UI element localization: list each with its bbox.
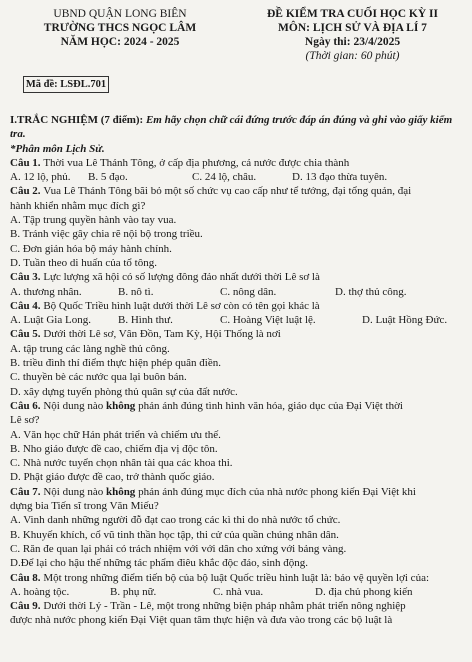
question-stem	[10, 571, 462, 585]
answer-option: D. xây dựng tuyến phòng thủ quân sự của đất nước.	[10, 385, 238, 398]
answer-option: B. Hình thư.	[118, 314, 173, 327]
answer-option: C. Nhà nước tuyển chọn nhân tài qua các khoa thi.	[10, 457, 233, 470]
answer-option: A. Tập trung quyền hành vào tay vua.	[10, 214, 177, 227]
question-text: phản ánh đúng mục đích của nhà nước phong kiến Đại Việt khi	[135, 485, 416, 498]
question-text: Lực lượng xã hội có số lượng đông đảo nhất dưới thời Lê sơ là	[43, 271, 320, 284]
answer-option: B. Nho giáo được đề cao, chiếm địa vị độc tôn.	[10, 442, 218, 455]
question-block	[10, 571, 462, 600]
exam-header	[245, 7, 460, 63]
question-block	[10, 156, 462, 185]
question-label: Câu 6.	[10, 399, 44, 412]
question-label: Câu 9.	[10, 600, 44, 613]
answer-option: B. Tránh việc gây chia rẽ nội bộ trong triều.	[10, 228, 203, 241]
answer-option: A. tập trung các làng nghề thủ công.	[10, 342, 170, 355]
question-block	[10, 299, 462, 328]
answer-option: D. Luật Hồng Đức.	[362, 314, 448, 327]
question-text: Nội dung nào	[43, 485, 106, 498]
question-stem-continued: Lê sơ?	[10, 414, 40, 427]
question-label: Câu 4.	[10, 299, 44, 312]
question-text: Thời vua Lê Thánh Tông, ở cấp địa phương, cả nước được chia thành	[43, 156, 350, 169]
answer-option: B. phụ nữ.	[110, 585, 157, 598]
question-block	[10, 184, 462, 270]
answer-row	[10, 585, 462, 599]
question-label: Câu 8.	[10, 571, 44, 584]
question-stem	[10, 156, 462, 170]
question-label: Câu 7.	[10, 485, 44, 498]
school-header	[20, 7, 220, 49]
section-title: I.TRẮC NGHIỆM (7 điểm):	[10, 114, 144, 126]
answer-option: A. Vinh danh những người đỗ đạt cao trong các kì thi do nhà nước tổ chức.	[10, 514, 341, 527]
answer-option: C. thuyền bè các nước qua lại buôn bán.	[10, 371, 187, 384]
answer-option: C. nhà vua.	[213, 585, 264, 598]
question-text: Vua Lê Thánh Tông bãi bỏ một số chức vụ cao cấp như tể tướng, đại tổng quản, đại	[43, 185, 412, 198]
question-stem	[10, 399, 462, 413]
question-label: Câu 5.	[10, 328, 44, 341]
answer-option: B. nô tì.	[118, 285, 154, 298]
answer-option: C. Đơn giản hóa bộ máy hành chính.	[10, 242, 172, 255]
question-text: Dưới thời Lý - Trần - Lê, một trong những biện pháp nhằm phát triển nông nghiệp	[43, 600, 406, 613]
answer-option: D. 13 đạo thừa tuyên.	[292, 171, 388, 184]
answer-option: D. địa chủ phong kiến	[315, 585, 413, 598]
question-stem-continued: dựng bia Tiến sĩ trong Văn Miếu?	[10, 500, 159, 513]
question-text: Bộ Quốc Triều hình luật dưới thời Lê sơ còn có tên gọi khác là	[43, 299, 320, 312]
answer-option: D. Phật giáo được đề cao, trở thành quốc giáo.	[10, 471, 215, 484]
answer-option: C. Hoàng Việt luật lệ.	[220, 314, 316, 327]
question-stem-continued: được nhà nước phong kiến Đại Việt quan tâm thực hiện và đưa vào trong các bộ luật là	[10, 614, 393, 627]
question-text: Dưới thời Lê sơ, Vân Đồn, Tam Kỳ, Hội Thống là nơi	[43, 328, 281, 341]
exam-body	[10, 113, 462, 628]
question-text: phản ánh đúng tình hình văn hóa, giáo dục của Đại Việt thời	[135, 399, 403, 412]
question-list	[10, 156, 462, 628]
answer-row	[10, 170, 462, 184]
question-block	[10, 270, 462, 299]
exam-title: ĐỀ KIỂM TRA CUỐI HỌC KỲ II	[266, 8, 439, 20]
question-block	[10, 399, 462, 485]
question-label: Câu 3.	[10, 271, 44, 284]
question-text: Một trong những điểm tiến bộ của bộ luật Quốc triều hình luật là: bảo vệ quyền lợi của:	[43, 571, 430, 584]
question-block	[10, 485, 462, 571]
answer-option: D.Để lại cho hậu thế những tác phẩm điêu khắc độc đáo, sinh động.	[10, 557, 308, 570]
answer-option: A. 12 lộ, phủ.	[10, 171, 71, 184]
answer-option: D. Tuần theo di huấn của tổ tông.	[10, 256, 157, 269]
exam-duration: (Thời gian: 60 phút)	[305, 50, 400, 62]
question-text: Nội dung nào	[43, 399, 106, 412]
answer-option: D. thợ thủ công.	[335, 285, 407, 298]
section-heading	[10, 113, 462, 142]
answer-option: A. thương nhân.	[10, 285, 82, 298]
answer-option: C. Răn đe quan lại phải có trách nhiệm với với dân cho xứng với bảng vàng.	[10, 542, 347, 555]
answer-option: A. hoàng tộc.	[10, 585, 70, 598]
answer-row	[10, 313, 462, 327]
exam-subject: MÔN: LỊCH SỬ VÀ ĐỊA LÍ 7	[278, 22, 427, 34]
question-stem-continued: hành khiển nhằm mục đích gì?	[10, 199, 146, 212]
answer-option: C. nông dân.	[220, 285, 277, 298]
school-name: TRƯỜNG THCS NGỌC LÂM	[43, 22, 197, 34]
question-stem	[10, 299, 462, 313]
answer-option: B. Khuyến khích, cổ vũ tinh thần học tập, thi cử của quần chúng nhân dân.	[10, 528, 339, 541]
subsection-title: *Phân môn Lịch Sử.	[10, 142, 105, 155]
question-stem	[10, 327, 462, 341]
answer-option: C. 24 lộ, châu.	[192, 171, 257, 184]
question-stem	[10, 270, 462, 284]
question-stem	[10, 485, 462, 499]
question-label: Câu 2.	[10, 185, 44, 198]
school-year: NĂM HỌC: 2024 - 2025	[60, 36, 180, 48]
question-stem	[10, 184, 462, 198]
exam-date: Ngày thi: 23/4/2025	[304, 36, 401, 48]
question-block	[10, 599, 462, 628]
exam-code-box: Mã đề: LSĐL.701	[23, 76, 109, 93]
emphasis-word: không	[105, 399, 136, 412]
answer-option: A. Văn học chữ Hán phát triển và chiếm ưu thế.	[10, 428, 221, 441]
answer-row	[10, 285, 462, 299]
question-label: Câu 1.	[10, 156, 44, 169]
question-block	[10, 327, 462, 398]
district-name: UBND QUẬN LONG BIÊN	[53, 8, 187, 20]
answer-option: A. Luật Gia Long.	[10, 314, 91, 327]
question-stem	[10, 599, 462, 613]
answer-option: B. 5 đạo.	[88, 171, 128, 184]
section-instruction: Em hãy chọn chữ cái đứng trước đáp án đúng và ghi vào giấy kiểm tra.	[10, 114, 453, 141]
emphasis-word: không	[105, 485, 136, 498]
answer-option: B. triều đình thí điểm thực hiện phép quân điền.	[10, 357, 221, 370]
